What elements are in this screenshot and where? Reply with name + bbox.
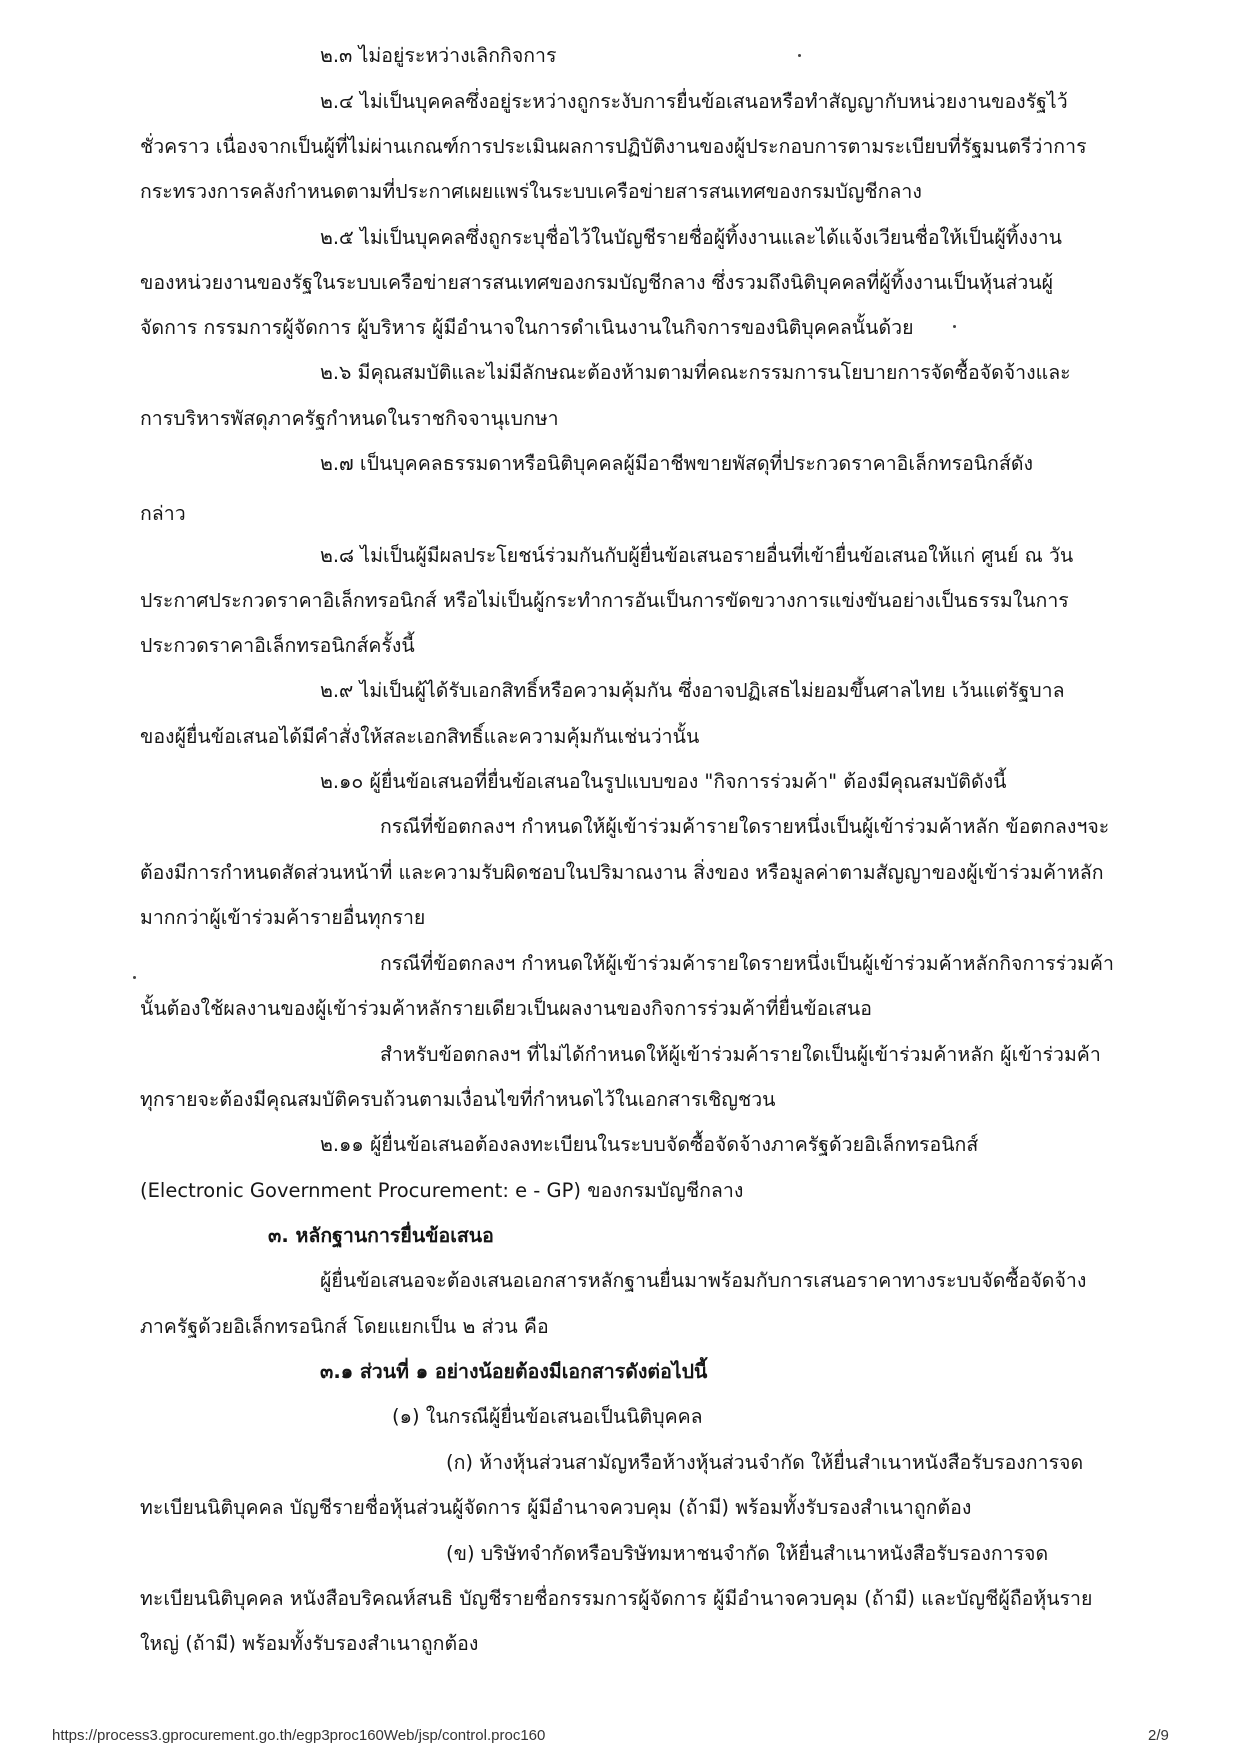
text-line: ทุกรายจะต้องมีคุณสมบัติครบถ้วนตามเงื่อนไขที่กำหนดไว้ในเอกสารเชิญชวน bbox=[140, 1088, 776, 1111]
text-line: ๒.๑๐ ผู้ยื่นข้อเสนอที่ยื่นข้อเสนอในรูปแบบของ "กิจการร่วมค้า" ต้องมีคุณสมบัติดังนี้ bbox=[320, 770, 1007, 793]
text-line: กระทรวงการคลังกำหนดตามที่ประกาศเผยแพร่ในระบบเครือข่ายสารสนเทศของกรมบัญชีกลาง bbox=[140, 180, 922, 203]
text-line: (ข) บริษัทจำกัดหรือบริษัทมหาชนจำกัด ให้ยื่นสำเนาหนังสือรับรองการจด bbox=[446, 1542, 1049, 1565]
text-line: ๒.๗ เป็นบุคคลธรรมดาหรือนิติบุคคลผู้มีอาชีพขายพัสดุที่ประกวดราคาอิเล็กทรอนิกส์ดัง bbox=[320, 452, 1034, 475]
text-line: จัดการ กรรมการผู้จัดการ ผู้บริหาร ผู้มีอำนาจในการดำเนินงานในกิจการของนิติบุคคลนั้นด้วย bbox=[140, 316, 914, 339]
text-line: ๒.๘ ไม่เป็นผู้มีผลประโยชน์ร่วมกันกับผู้ยื่นข้อเสนอรายอื่นที่เข้ายื่นข้อเสนอให้แก่ ศูนย์ ณ วัน bbox=[320, 544, 1074, 567]
text-line: ประกวดราคาอิเล็กทรอนิกส์ครั้งนี้ bbox=[140, 634, 415, 657]
text-line: ของผู้ยื่นข้อเสนอได้มีคำสั่งให้สละเอกสิทธิ์และความคุ้มกันเช่นว่านั้น bbox=[140, 725, 700, 748]
text-line: สำหรับข้อตกลงฯ ที่ไม่ได้กำหนดให้ผู้เข้าร่วมค้ารายใดเป็นผู้เข้าร่วมค้าหลัก ผู้เข้าร่วมค้า bbox=[380, 1043, 1101, 1066]
text-line: การบริหารพัสดุภาครัฐกำหนดในราชกิจจานุเบกษา bbox=[140, 407, 559, 430]
text-line: ทะเบียนนิติบุคคล บัญชีรายชื่อหุ้นส่วนผู้จัดการ ผู้มีอำนาจควบคุม (ถ้ามี) พร้อมทั้งรับรองสำเนาถูกต้อง bbox=[140, 1496, 972, 1519]
text-line: มากกว่าผู้เข้าร่วมค้ารายอื่นทุกราย bbox=[140, 906, 426, 929]
text-line: ทะเบียนนิติบุคคล หนังสือบริคณห์สนธิ บัญชีรายชื่อกรรมการผู้จัดการ ผู้มีอำนาจควบคุม (ถ้ามี) และบัญชีผู้ถือหุ้นราย bbox=[140, 1587, 1093, 1610]
text-line: ๒.๑๑ ผู้ยื่นข้อเสนอต้องลงทะเบียนในระบบจัดซื้อจัดจ้างภาครัฐด้วยอิเล็กทรอนิกส์ bbox=[320, 1133, 979, 1156]
text-line: ๒.๔ ไม่เป็นบุคคลซึ่งอยู่ระหว่างถูกระงับการยื่นข้อเสนอหรือทำสัญญากับหน่วยงานของรัฐไว้ bbox=[320, 90, 1068, 113]
text-line: (Electronic Government Procurement: e - GP) ของกรมบัญชีกลาง bbox=[140, 1179, 744, 1202]
text-line: (ก) ห้างหุ้นส่วนสามัญหรือห้างหุ้นส่วนจำกัด ให้ยื่นสำเนาหนังสือรับรองการจด bbox=[446, 1451, 1084, 1474]
text-line: ๒.๙ ไม่เป็นผู้ได้รับเอกสิทธิ์หรือความคุ้มกัน ซึ่งอาจปฏิเสธไม่ยอมขึ้นศาลไทย เว้นแต่รัฐบาล bbox=[320, 679, 1065, 702]
footer-page-number: 2/9 bbox=[1148, 1727, 1169, 1744]
text-line: ประกาศประกวดราคาอิเล็กทรอนิกส์ หรือไม่เป็นผู้กระทำการอันเป็นการขัดขวางการแข่งขันอย่างเป็นธรรมในการ bbox=[140, 589, 1069, 612]
scan-speck bbox=[798, 54, 801, 57]
text-line: กล่าว bbox=[140, 502, 186, 525]
text-line: ๒.๓ ไม่อยู่ระหว่างเลิกกิจการ bbox=[320, 44, 557, 67]
text-line: นั้นต้องใช้ผลงานของผู้เข้าร่วมค้าหลักรายเดียวเป็นผลงานของกิจการร่วมค้าที่ยื่นข้อเสนอ bbox=[140, 997, 872, 1020]
scan-speck bbox=[133, 976, 136, 979]
section-heading: ๓. หลักฐานการยื่นข้อเสนอ bbox=[268, 1224, 494, 1247]
scan-speck bbox=[953, 325, 956, 328]
subsection-heading: ๓.๑ ส่วนที่ ๑ อย่างน้อยต้องมีเอกสารดังต่อไปนี้ bbox=[320, 1360, 708, 1383]
footer-url: https://process3.gprocurement.go.th/egp3proc160Web/jsp/control.proc160 bbox=[52, 1727, 546, 1744]
text-line: ชั่วคราว เนื่องจากเป็นผู้ที่ไม่ผ่านเกณฑ์การประเมินผลการปฏิบัติงานของผู้ประกอบการตามระเบียบที่รัฐมนตรีว่าการ bbox=[140, 135, 1087, 158]
text-line: (๑) ในกรณีผู้ยื่นข้อเสนอเป็นนิติบุคคล bbox=[392, 1405, 703, 1428]
text-line: ภาครัฐด้วยอิเล็กทรอนิกส์ โดยแยกเป็น ๒ ส่วน คือ bbox=[140, 1315, 549, 1338]
text-line: ใหญ่ (ถ้ามี) พร้อมทั้งรับรองสำเนาถูกต้อง bbox=[140, 1632, 479, 1655]
text-line: ผู้ยื่นข้อเสนอจะต้องเสนอเอกสารหลักฐานยื่นมาพร้อมกับการเสนอราคาทางระบบจัดซื้อจัดจ้าง bbox=[320, 1269, 1087, 1292]
text-line: ต้องมีการกำหนดสัดส่วนหน้าที่ และความรับผิดชอบในปริมาณงาน สิ่งของ หรือมูลค่าตามสัญญาของผู้เข้าร่วมค้าหลัก bbox=[140, 861, 1104, 884]
text-line: กรณีที่ข้อตกลงฯ กำหนดให้ผู้เข้าร่วมค้ารายใดรายหนึ่งเป็นผู้เข้าร่วมค้าหลักกิจการร่วมค้า bbox=[380, 952, 1114, 975]
text-line: กรณีที่ข้อตกลงฯ กำหนดให้ผู้เข้าร่วมค้ารายใดรายหนึ่งเป็นผู้เข้าร่วมค้าหลัก ข้อตกลงฯจะ bbox=[380, 815, 1110, 838]
text-line: ของหน่วยงานของรัฐในระบบเครือข่ายสารสนเทศของกรมบัญชีกลาง ซึ่งรวมถึงนิติบุคคลที่ผู้ทิ้งงานเป็นหุ้นส่วนผู้ bbox=[140, 271, 1054, 294]
text-line: ๒.๕ ไม่เป็นบุคคลซึ่งถูกระบุชื่อไว้ในบัญชีรายชื่อผู้ทิ้งงานและได้แจ้งเวียนชื่อให้เป็นผู้ทิ้งงาน bbox=[320, 226, 1062, 249]
text-line: ๒.๖ มีคุณสมบัติและไม่มีลักษณะต้องห้ามตามที่คณะกรรมการนโยบายการจัดซื้อจัดจ้างและ bbox=[320, 361, 1071, 384]
